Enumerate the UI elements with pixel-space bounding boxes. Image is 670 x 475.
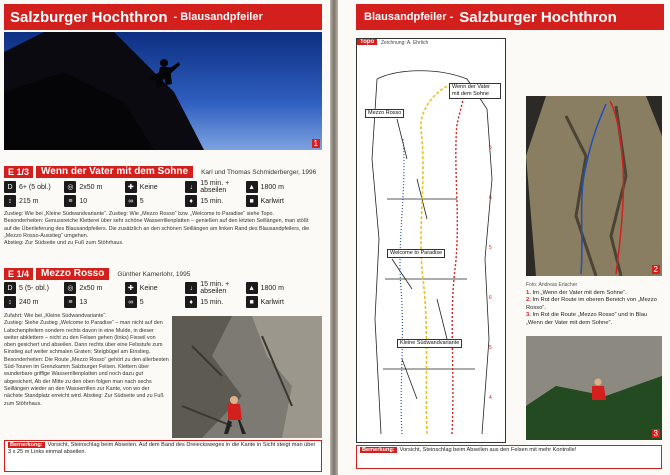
rock-face-route-photo <box>526 96 662 276</box>
approach-value: 15 min. <box>200 197 224 205</box>
topo-drawing <box>357 39 506 443</box>
map-value: Karlwirt <box>260 298 284 306</box>
photo-caption: Foto: Andreas Erlacher <box>526 282 578 288</box>
legend-item-2 <box>526 297 662 312</box>
rope-value: 2x50 m <box>79 183 103 191</box>
besonderheiten-text: Besonderheiten: Genussreiche Kletterei über sehr schöne Wasserrillenplatten – genießen auf den letzten Seillängen, man stößt auf die Überlieferung des Blausandpfeilers. Die zusätzlich an den schönen Seillängen am linken Rand des Blausandpfeilers, die „Mezzo Rosso-Ausstieg“ umgehen. <box>4 218 310 239</box>
photo-number-badge: 2 <box>653 265 658 274</box>
descent-cell <box>185 180 245 194</box>
route-e13-header <box>4 166 316 178</box>
route-name: Mezzo Rosso <box>36 268 109 280</box>
pitches-cell <box>64 194 124 208</box>
approach-value: 15 min. <box>200 298 224 306</box>
pitches-value: 13 <box>79 298 88 306</box>
altitude-cell <box>246 281 306 295</box>
legend-item-3 <box>526 312 662 327</box>
approach-cell <box>185 194 245 208</box>
right-page <box>338 0 670 475</box>
svg-text:5: 5 <box>489 345 492 351</box>
left-banner-title: Salzburger Hochthron <box>10 8 168 26</box>
grade-cell <box>4 281 64 295</box>
map-value: Karlwirt <box>260 197 284 205</box>
legend-text: Im „Wenn der Vater mit dem Sohne“. <box>532 289 627 296</box>
right-page-banner <box>356 4 664 30</box>
left-banner-subtitle: - Blausandpfeiler <box>173 11 263 23</box>
quickdraw-icon: ∞ <box>125 296 137 308</box>
grade-value: 5 (5- obl.) <box>19 284 49 292</box>
map-cell <box>246 295 306 309</box>
pitches-value: 10 <box>79 197 88 205</box>
remark-text: Vorsicht, Steinschlag beim Abseilen. Auf dem Band des Dreiecksweges in die Kante in Sicht steigt man über 3 x 25 m Links einmal abseilen. <box>8 442 316 455</box>
climber-overhang-photo <box>526 336 662 440</box>
car-icon: ■ <box>246 195 258 207</box>
bolts-cell <box>125 281 185 295</box>
photo-number-badge: 1 <box>313 139 318 148</box>
descent-icon: ↓ <box>185 181 197 193</box>
descent-cell <box>185 281 245 295</box>
pitches-cell <box>64 295 124 309</box>
abstieg-text: Abstieg: Zur Südseite und zu Fuß zum Stöhrhaus. <box>4 240 124 247</box>
legend-num: 3. <box>526 312 531 318</box>
grade-value: 6+ (5 obl.) <box>19 183 51 191</box>
altitude-value: 1800 m <box>260 183 284 191</box>
descent-value: 15 min. + abseilen <box>200 281 230 295</box>
draws-cell <box>125 295 185 309</box>
length-cell <box>4 194 64 208</box>
rope-cell <box>64 180 124 194</box>
draws-cell <box>125 194 185 208</box>
topo-label-welcome: Welcome to Paradise <box>387 249 445 258</box>
mountain-icon: ▲ <box>246 282 258 294</box>
bolts-cell <box>125 180 185 194</box>
bolt-icon: ✚ <box>125 181 137 193</box>
approach-cell <box>185 295 245 309</box>
legend-text: Im Rot die Route „Mezzo Rosso“ und in Blau „Wenn der Vater mit dem Sohne“. <box>526 312 648 326</box>
bolt-icon: ✚ <box>125 282 137 294</box>
legend-num: 2. <box>526 297 531 303</box>
legend-item-1 <box>526 290 662 298</box>
topo-label-kleine: Kleine Südwandvariante <box>397 339 462 348</box>
topo-tag: Topo <box>357 39 377 45</box>
rope-icon: ◎ <box>64 181 76 193</box>
route-e14-remark <box>4 440 322 472</box>
grade-icon: D <box>4 282 16 294</box>
route-e14-description <box>4 313 169 408</box>
svg-text:6: 6 <box>489 295 492 301</box>
hiker-icon: ♦ <box>185 296 197 308</box>
right-banner-title: Salzburger Hochthron <box>459 8 617 26</box>
route-authors: Günther Kamerlohr, 1995 <box>117 270 191 278</box>
climber-silhouette-photo <box>4 32 322 150</box>
descent-value: 15 min. + abseilen <box>200 180 230 194</box>
length-value: 215 m <box>19 197 39 205</box>
route-e14-body-text: Zustieg: Siehe Zustieg „Welcome to Paradise“ – man nicht auf den Latschenpfeilern sondern rechts davon in eine Mulde, in dieser weiter abklettern – nicht zu den Felsen gehen (links) Fixseil von oben gesichert und abseilen. Dann rechts über eine Felsstufe zum Einstieg auf weiter schmalen Graten; Steigbügel am Einstieg. Besonderheiten: Die Route „Mezzo Rosso“ gehört zu den allerbesten Süd-Touren im Grenzkamm Salzburger Felsen. Klettern über wunderbare griffige Wasserrillenplatten und noch dazu gut abgesichert, Ab der Mitte zu den oben folgen man nach sechs Seillängen wieder an den Wasserrillen zur Kante, von wo der nächste Standplatz erreicht wird. Abstieg: Zur Südseite und zu Fuß zum Stöhrhaus. <box>4 320 169 407</box>
length-icon: ↕ <box>4 296 16 308</box>
book-gutter <box>330 0 338 475</box>
draws-value: 5 <box>139 298 144 306</box>
topo-source: Zeichnung: A. Ehrlich <box>381 40 429 46</box>
photo-number-badge: 3 <box>653 429 658 438</box>
photo-legend <box>526 282 662 327</box>
hiker-icon: ♦ <box>185 195 197 207</box>
rope-icon: ◎ <box>64 282 76 294</box>
svg-text:5: 5 <box>489 145 492 151</box>
pitches-icon: ≡ <box>64 195 76 207</box>
mountain-icon: ▲ <box>246 181 258 193</box>
rope-cell <box>64 281 124 295</box>
car-icon: ■ <box>246 296 258 308</box>
draws-value: 5 <box>139 197 144 205</box>
route-e14-info-grid <box>4 281 306 309</box>
route-e14-header <box>4 268 190 280</box>
route-e13-description <box>4 211 316 247</box>
right-banner-subtitle: Blausandpfeiler - <box>364 11 454 23</box>
remark-label: Bemerkung: <box>10 442 43 448</box>
bolts-value: Keine <box>139 284 158 292</box>
remark-text: Vorsicht, Steinschlag beim Abseilen aus den Felsen mit mehr Kontrolle! <box>399 447 577 453</box>
rope-value: 2x50 m <box>79 284 103 292</box>
route-name: Wenn der Vater mit dem Sohne <box>36 166 193 178</box>
map-cell <box>246 194 306 208</box>
legend-text: Im Rot der Route im oberen Bereich von „Mezzo Rosso“. <box>526 297 657 311</box>
svg-text:5: 5 <box>489 245 492 251</box>
altitude-value: 1800 m <box>260 284 284 292</box>
legend-num: 1. <box>526 289 531 296</box>
bolts-value: Keine <box>139 183 158 191</box>
descent-icon: ↓ <box>185 282 197 294</box>
grade-icon: D <box>4 181 16 193</box>
route-code: E 1/4 <box>4 268 33 280</box>
climber-on-rock-photo <box>172 316 322 438</box>
left-page <box>0 0 330 475</box>
length-icon: ↕ <box>4 195 16 207</box>
right-remark <box>356 445 662 469</box>
grade-cell <box>4 180 64 194</box>
pitches-icon: ≡ <box>64 296 76 308</box>
route-e13-info-grid <box>4 180 306 208</box>
length-cell <box>4 295 64 309</box>
svg-text:6: 6 <box>489 195 492 201</box>
left-page-banner <box>4 4 322 30</box>
remark-label: Bemerkung: <box>362 447 395 453</box>
altitude-cell <box>246 180 306 194</box>
topo-label-mezzo: Mezzo Rosso <box>365 109 404 118</box>
length-value: 240 m <box>19 298 39 306</box>
route-authors: Karl und Thomas Schmiderberger, 1996 <box>201 168 317 176</box>
quickdraw-icon: ∞ <box>125 195 137 207</box>
zufahrt-text: Zufahrt: Wie bei „Kleine Südwandvariante“. <box>4 313 107 319</box>
topo-label-vater: Wenn der Vater mit dem Sohne <box>449 83 501 99</box>
route-code: E 1/3 <box>4 166 33 178</box>
route-topo-diagram <box>356 38 506 443</box>
svg-text:4: 4 <box>489 395 492 401</box>
zustieg-text: Zustieg: Wie bei „Kleine Südwandvariante“. Zustieg: Wie „Mezzo Rosso“ bzw. „Welcome to Paradise“ siehe Topo. <box>4 211 275 217</box>
